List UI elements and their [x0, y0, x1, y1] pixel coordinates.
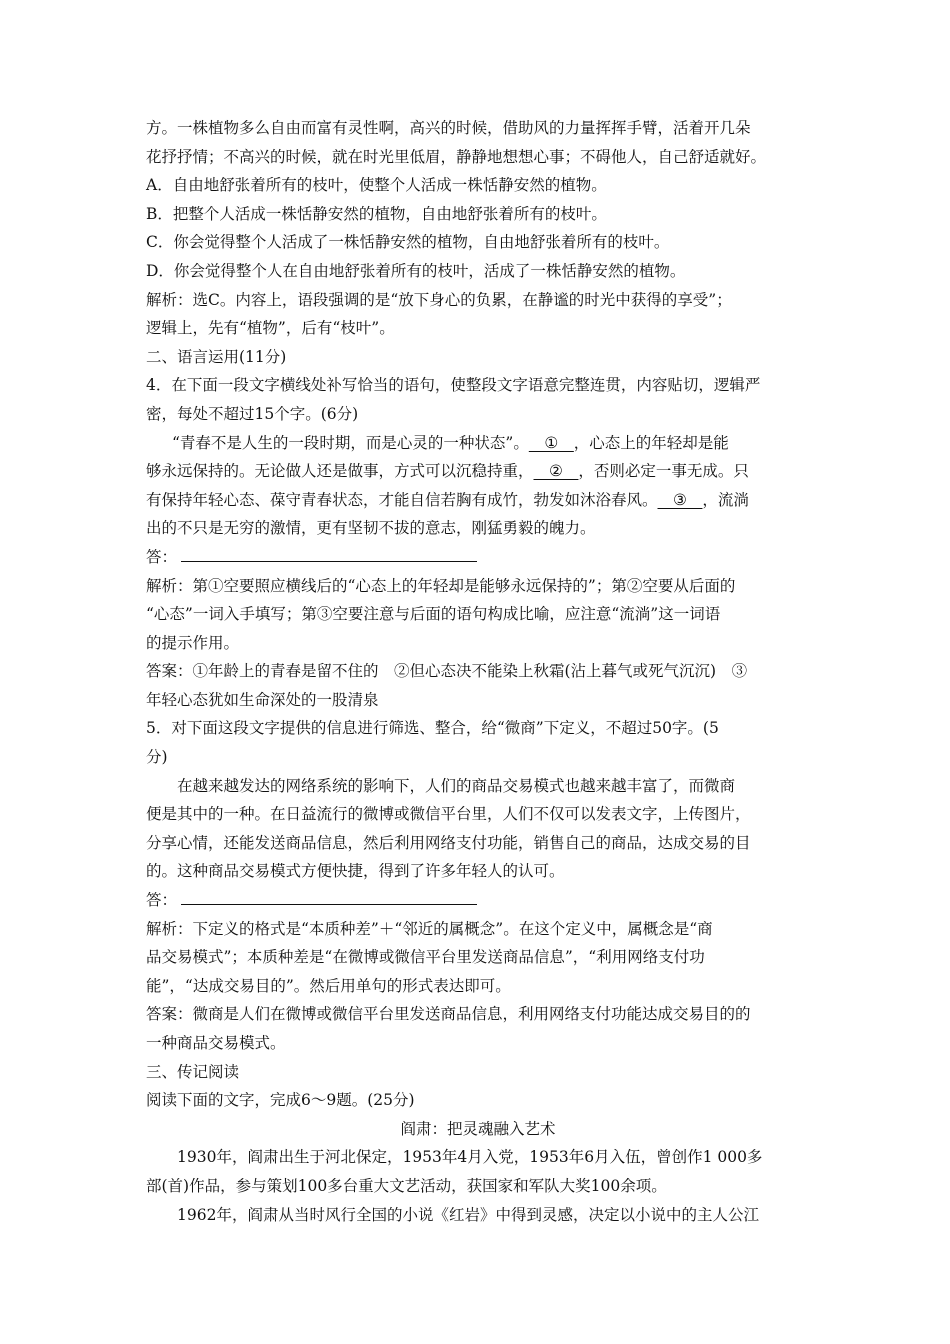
- blank-2: __②__: [533, 462, 579, 481]
- option-c: C．你会觉得整个人活成了一株恬静安然的植物，自由地舒张着所有的枝叶。: [146, 233, 670, 252]
- answer-label: 答：: [146, 891, 178, 910]
- blank-3: __③__: [657, 490, 703, 509]
- passage-text: “青春不是人生的一段时期，而是心灵的一种状态”。: [172, 433, 529, 452]
- section-heading: 三、传记阅读: [146, 1062, 240, 1081]
- document-page: [146, 114, 810, 1229]
- question-5: 5．对下面这段文字提供的信息进行筛选、整合，给“微商”下定义，不超过50字。(5: [146, 719, 719, 738]
- passage-line: 出的不只是无穷的激情，更有坚韧不拔的意志，刚猛勇毅的魄力。: [146, 519, 596, 538]
- analysis-line: 的提示作用。: [146, 633, 240, 652]
- blank-1: __①__: [528, 433, 574, 452]
- option-b: B．把整个人活成一株恬静安然的植物，自由地舒张着所有的枝叶。: [146, 204, 607, 223]
- analysis-line: “心态”一词入手填写；第③空要注意与后面的语句构成比喻，应注意“流淌”这一词语: [146, 605, 721, 624]
- passage-text: ，心态上的年轻却是能: [573, 433, 729, 452]
- question-4: 4．在下面一段文字横线处补写恰当的语句，使整段文字语意完整连贯，内容贴切，逻辑严: [146, 376, 761, 395]
- analysis-line: 品交易模式”；本质种差是“在微博或微信平台里发送商品信息”，“利用网络支付功: [146, 948, 705, 967]
- article-line: 部(首)作品，参与策划100多台重大文艺活动，获国家和军队大奖100余项。: [146, 1176, 667, 1195]
- passage-line: [146, 429, 810, 458]
- answer-text: 答案：微商是人们在微博或微信平台里发送商品信息，利用网络支付功能达成交易目的的: [146, 1005, 751, 1024]
- text-line: 花抒抒情；不高兴的时候，就在时光里低眉，静静地想想心事；不碍他人，自己舒适就好。: [146, 147, 767, 166]
- article-title: 阎肃：把灵魂融入艺术: [400, 1119, 556, 1138]
- passage-text: ，否则必定一事无成。只: [578, 462, 749, 481]
- analysis-line: 解析：选C。内容上，语段强调的是“放下身心的负累，在静谧的时光中获得的享受”；: [146, 290, 732, 309]
- answer-line: [146, 543, 810, 572]
- answer-text: 一种商品交易模式。: [146, 1034, 286, 1052]
- answer-label: 答：: [146, 547, 178, 566]
- passage-line: [146, 457, 810, 486]
- answer-text: 年轻心态犹如生命深处的一股清泉: [146, 690, 379, 709]
- article-line: 1962年，阎肃从当时风行全国的小说《红岩》中得到灵感，决定以小说中的主人公江: [177, 1205, 759, 1224]
- passage-text: 有保持年轻心态、葆守青春状态，才能自信若胸有成竹，勃发如沐浴春风。: [146, 490, 658, 509]
- answer-blank: [181, 886, 477, 905]
- passage-line: 的。这种商品交易模式方便快捷，得到了许多年轻人的认可。: [146, 862, 565, 881]
- passage-text: 够永远保持的。无论做人还是做事，方式可以沉稳持重，: [146, 462, 534, 481]
- instruction-line: 阅读下面的文字，完成6～9题。(25分): [146, 1091, 415, 1110]
- answer-blank: [181, 543, 477, 562]
- analysis-line: 解析：第①空要照应横线后的“心态上的年轻却是能够永远保持的”；第②空要从后面的: [146, 576, 736, 595]
- analysis-line: 解析：下定义的格式是“本质种差”＋“邻近的属概念”。在这个定义中，属概念是“商: [146, 919, 713, 938]
- answer-line: [146, 886, 810, 915]
- passage-line: 在越来越发达的网络系统的影响下，人们的商品交易模式也越来越丰富了，而微商: [177, 776, 736, 795]
- section-heading: 二、语言运用(11分): [146, 347, 287, 366]
- text-line: 方。一株植物多么自由而富有灵性啊，高兴的时候，借助风的力量挥挥手臂，活着开几朵: [146, 119, 751, 137]
- analysis-line: 能”，“达成交易目的”。然后用单句的形式表达即可。: [146, 976, 511, 995]
- passage-text: ，流淌: [702, 490, 749, 509]
- passage-line: 分享心情，还能发送商品信息，然后利用网络支付功能，销售自己的商品，达成交易的目: [146, 833, 751, 852]
- answer-text: 答案：①年龄上的青春是留不住的 ②但心态决不能染上秋霜(沾上暮气或死气沉沉) ③: [146, 662, 748, 681]
- article-line: 1930年，阎肃出生于河北保定，1953年4月入党，1953年6月入伍，曾创作1 000多: [177, 1148, 763, 1167]
- passage-line: [146, 486, 810, 515]
- option-a: A．自由地舒张着所有的枝叶，使整个人活成一株恬静安然的植物。: [146, 176, 607, 195]
- question-4-cont: 密，每处不超过15个字。(6分): [146, 404, 359, 423]
- analysis-line: 逻辑上，先有“植物”，后有“枝叶”。: [146, 319, 395, 338]
- passage-line: 便是其中的一种。在日益流行的微博或微信平台里，人们不仅可以发表文字，上传图片，: [146, 805, 751, 824]
- question-5-cont: 分): [146, 748, 168, 767]
- option-d: D．你会觉得整个人在自由地舒张着所有的枝叶，活成了一株恬静安然的植物。: [146, 261, 686, 280]
